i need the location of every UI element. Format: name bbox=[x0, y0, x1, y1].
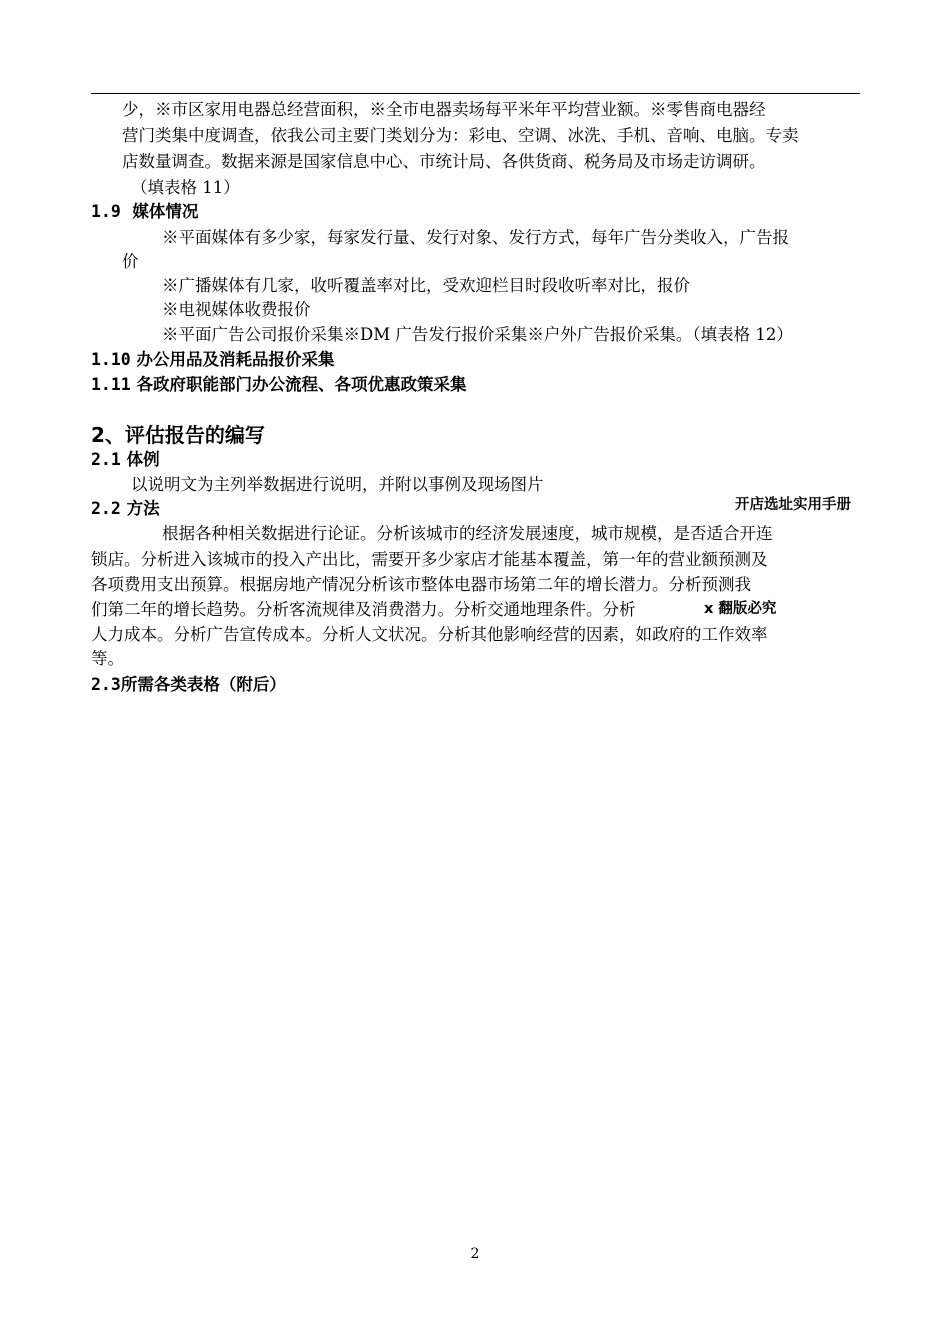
page-number: 2 bbox=[470, 1246, 480, 1262]
paragraph-line: 少，※市区家用电器总经营面积，※全市电器卖场每平米年平均营业额。※零售商电器经 bbox=[122, 100, 766, 119]
method-line: 们第二年的增长趋势。分析客流规律及消费潜力。分析交通地理条件。分析 bbox=[91, 600, 636, 619]
media-line: 价 bbox=[122, 252, 139, 271]
section-number: 2.1 bbox=[91, 450, 121, 469]
section-number: 1.9 bbox=[91, 202, 121, 221]
method-line: 根据各种相关数据进行论证。分析该城市的经济发展速度，城市规模，是否适合开连 bbox=[162, 524, 773, 543]
section-title: 所需各类表格（附后） bbox=[120, 675, 286, 694]
section-heading-1-11 bbox=[91, 374, 467, 396]
section-number: 1.10 bbox=[91, 350, 131, 369]
section-heading-1-9 bbox=[91, 201, 198, 223]
section-text: 以说明文为主列举数据进行说明，并附以事例及现场图片 bbox=[131, 475, 544, 494]
media-line: ※电视媒体收费报价 bbox=[162, 300, 311, 319]
watermark-label: x 翻版必究 bbox=[704, 601, 777, 617]
method-line: 人力成本。分析广告宣传成本。分析人文状况。分析其他影响经营的因素，如政府的工作效率 bbox=[91, 625, 768, 644]
section-heading-2-1 bbox=[91, 449, 160, 471]
section-title: 各政府职能部门办公流程、各项优惠政策采集 bbox=[136, 375, 467, 394]
method-line: 各项费用支出预算。根据房地产情况分析该市整体电器市场第二年的增长潜力。分析预测我 bbox=[91, 575, 751, 594]
section-title: 体例 bbox=[126, 450, 160, 469]
media-line: ※广播媒体有几家，收听覆盖率对比，受欢迎栏目时段收听率对比，报价 bbox=[162, 276, 690, 295]
section-number: 2.3 bbox=[91, 675, 121, 694]
section-heading-2-2 bbox=[91, 498, 160, 520]
method-line: 等。 bbox=[91, 649, 124, 668]
paragraph-line: 营门类集中度调查，依我公司主要门类划分为：彩电、空调、冰洗、手机、音响、电脑。专卖 bbox=[122, 126, 799, 145]
media-line: ※平面广告公司报价采集※DM 广告发行报价采集※户外广告报价采集。（填表格 12） bbox=[162, 325, 793, 344]
section-title: 媒体情况 bbox=[132, 202, 199, 221]
section-title: 办公用品及消耗品报价采集 bbox=[136, 350, 335, 369]
header-rule bbox=[91, 93, 860, 94]
method-line: 锁店。分析进入该城市的投入产出比，需要开多少家店才能基本覆盖，第一年的营业额预测及 bbox=[91, 550, 768, 569]
header-label: 开店选址实用手册 bbox=[735, 497, 851, 513]
paragraph-line: 店数量调查。数据来源是国家信息中心、市统计局、各供货商、税务局及市场走访调研。 bbox=[122, 152, 766, 171]
section-heading-1-10 bbox=[91, 349, 335, 371]
section-number: 2.2 bbox=[91, 499, 121, 518]
section-heading-2-3 bbox=[91, 674, 286, 696]
media-line: ※平面媒体有多少家，每家发行量、发行对象、发行方式，每年广告分类收入，广告报 bbox=[162, 228, 789, 247]
chapter-heading: 2、评估报告的编写 bbox=[91, 423, 265, 447]
section-title: 方法 bbox=[126, 499, 160, 518]
paragraph-line: （填表格 11） bbox=[131, 178, 240, 197]
section-number: 1.11 bbox=[91, 375, 131, 394]
